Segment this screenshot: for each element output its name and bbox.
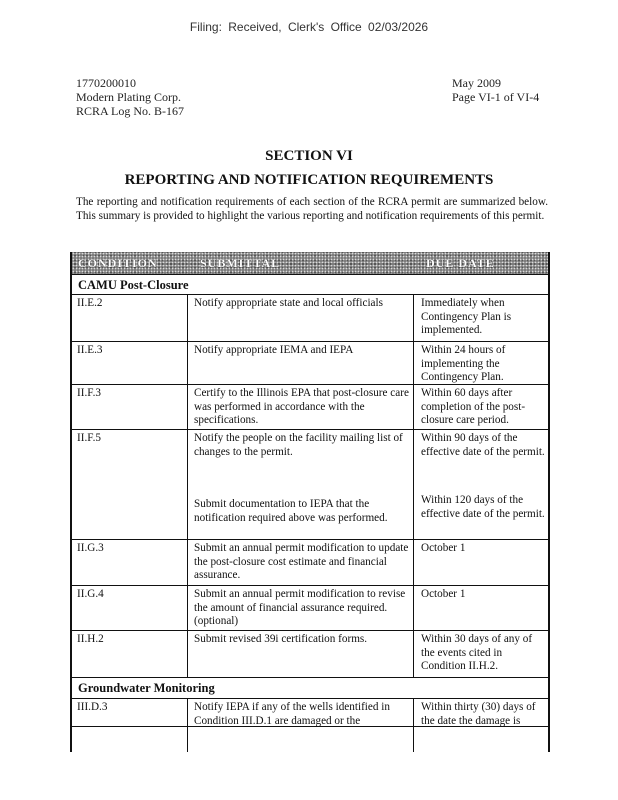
row-divider xyxy=(72,539,548,540)
row-divider xyxy=(72,429,548,430)
condition-cell: III.D.3 xyxy=(77,701,108,713)
column-divider xyxy=(413,698,414,752)
date-page-block xyxy=(452,76,539,104)
condition-cell: II.F.3 xyxy=(77,387,101,399)
submittal-cell: Submit revised 39i certification forms. xyxy=(194,633,368,645)
page-number: Page VI-1 of VI-4 xyxy=(452,90,540,104)
header-due-date: DUE DATE xyxy=(426,256,495,270)
section-heading-groundwater: Groundwater Monitoring xyxy=(78,681,215,695)
facility-id: 1770200010 xyxy=(76,76,136,90)
row-divider xyxy=(72,698,548,699)
document-date: May 2009 xyxy=(452,76,501,90)
log-number: RCRA Log No. B-167 xyxy=(76,104,185,118)
due-date-cell: Immediately when Contingency Plan is implemented. xyxy=(421,297,512,336)
header-submittal: SUBMITTAL xyxy=(200,256,281,270)
due-date-cell: Within 30 days of any of the events cited in Condition II.H.2. xyxy=(421,633,533,672)
condition-cell: II.H.2 xyxy=(77,633,104,645)
submittal-cell: Submit an annual permit modification to revise the amount of financial assurance required. (optional) xyxy=(194,588,406,627)
section-title: SECTION VI xyxy=(265,148,353,164)
due-date-cell: October 1 xyxy=(421,588,466,600)
row-divider xyxy=(72,630,548,631)
requirements-table xyxy=(70,252,550,752)
section-heading-camu: CAMU Post-Closure xyxy=(78,278,189,292)
submittal-cell: Certify to the Illinois EPA that post-closure care was performed in accordance with the specifications. xyxy=(194,387,409,426)
row-divider xyxy=(72,585,548,586)
submittal-cell: Notify IEPA if any of the wells identified in Condition III.D.1 are damaged or the xyxy=(194,701,390,727)
section-subtitle: REPORTING AND NOTIFICATION REQUIREMENTS xyxy=(124,172,494,188)
due-date-cell: Within 120 days of the effective date of the permit. xyxy=(421,494,545,520)
submittal-cell: Notify appropriate IEMA and IEPA xyxy=(194,344,354,356)
header-condition: CONDITION xyxy=(78,256,158,270)
condition-cell: II.G.4 xyxy=(77,588,104,600)
submittal-cell: Notify the people on the facility mailing list of changes to the permit. xyxy=(194,432,403,458)
submittal-cell: Submit documentation to IEPA that the notification required above was performed. xyxy=(194,498,388,524)
row-divider xyxy=(72,341,548,342)
table-header-row xyxy=(72,252,548,275)
condition-cell: II.G.3 xyxy=(77,542,104,554)
due-date-cell: October 1 xyxy=(421,542,466,554)
due-date-cell: Within 90 days of the effective date of the permit. xyxy=(421,432,545,458)
condition-cell: II.F.5 xyxy=(77,432,101,444)
column-divider xyxy=(413,294,414,677)
submittal-cell: Submit an annual permit modification to update the post-closure cost estimate and financial assurance. xyxy=(194,542,409,581)
row-divider xyxy=(72,294,548,295)
column-divider xyxy=(187,698,188,752)
condition-cell: II.E.3 xyxy=(77,344,103,356)
submittal-cell: Notify appropriate state and local officials xyxy=(194,297,383,309)
due-date-cell: Within 60 days after completion of the post-closure care period. xyxy=(421,387,526,426)
due-date-cell: Within 24 hours of implementing the Contingency Plan. xyxy=(421,344,506,383)
condition-cell: II.E.2 xyxy=(77,297,103,309)
row-divider xyxy=(72,677,548,678)
due-date-cell: Within thirty (30) days of the date the damage is xyxy=(421,701,536,727)
facility-name: Modern Plating Corp. xyxy=(76,90,181,104)
document-id-block xyxy=(76,76,184,118)
filing-stamp: Filing: Received, Clerk's Office 02/03/2026 xyxy=(189,20,429,34)
intro-paragraph: The reporting and notification requirements of each section of the RCRA permit are summarized below. This summary is provided to highlight the various reporting and notification requirements of this permit. xyxy=(76,196,548,222)
column-divider xyxy=(187,294,188,677)
